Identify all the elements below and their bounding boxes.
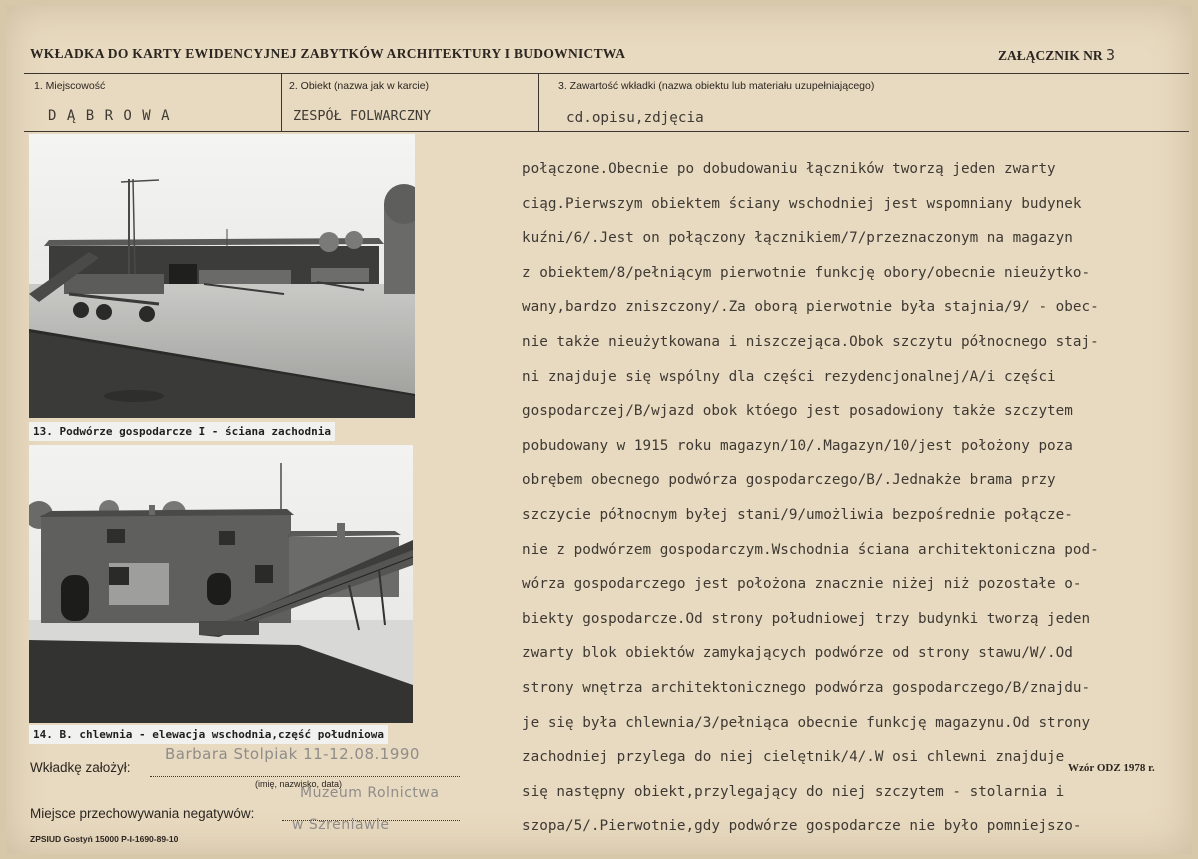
- header-bottom-rule: [24, 131, 1189, 132]
- object-label: 2. Obiekt (nazwa jak w karcie): [289, 80, 430, 92]
- header-divider-2: [538, 73, 539, 131]
- photo-piggery-east-elevation: [29, 445, 413, 723]
- annex-label: [998, 46, 1115, 64]
- form-title: WKŁADKA DO KARTY EWIDENCYJNEJ ZABYTKÓW ARCHITEKTURY I BUDOWNICTWA: [30, 46, 626, 61]
- photo-courtyard-image: [29, 134, 415, 418]
- description-line: się następny obiekt,przylegający do niej szczytem - stolarnia i: [522, 783, 1065, 800]
- description-line: szczycie północnym byłej stani/9/umożliwia bezpośrednie połącze-: [522, 506, 1073, 523]
- description-line: wórza gospodarczego jest położona znacznie niżej niż pozostałe o-: [522, 576, 1082, 593]
- description-line: je się była chlewnia/3/pełniąca obecnie funkcję magazynu.Od strony: [522, 714, 1091, 731]
- content-label: 3. Zawartość wkładki (nazwa obiektu lub materiału uzupełniającego): [558, 80, 875, 92]
- description-text: [522, 152, 1196, 844]
- storage-label: Miejsce przechowywania negatywów:: [30, 806, 255, 821]
- description-line: zwarty blok obiektów zamykających podwórze od strony stawu/W/.Od: [522, 645, 1073, 662]
- content-value: cd.opisu,zdjęcia: [566, 110, 704, 126]
- description-line: nie także nieużytkowana i niszczejąca.Obok szczytu północnego staj-: [522, 333, 1099, 350]
- description-line: nie z podwórzem gospodarczym.Wschodnia ściana architektoniczna pod-: [522, 541, 1099, 558]
- description-line: obrębem obecnego podwórza gospodarczego/B/.Jednakże brama przy: [522, 472, 1056, 489]
- description-line: z obiektem/8/pełniącym pierwotnie funkcję obory/obecnie nieużytko-: [522, 264, 1091, 281]
- description-line: kuźni/6/.Jest on połączony łącznikiem/7/przeznaczonym na magazyn: [522, 230, 1073, 247]
- locality-label: 1. Miejscowość: [34, 80, 106, 92]
- description-line: połączone.Obecnie po dobudowaniu łączników tworzą jeden zwarty: [522, 161, 1056, 177]
- founder-value: Barbara Stolpiak 11-12.08.1990: [165, 745, 420, 763]
- photo-caption-14: 14. B. chlewnia - elewacja wschodnia,część południowa: [29, 725, 388, 744]
- object-value: ZESPÓŁ FOLWARCZNY: [293, 108, 432, 124]
- annex-label-text: ZAŁĄCZNIK NR: [998, 48, 1103, 63]
- founder-label: Wkładkę założył:: [30, 760, 131, 775]
- description-line: strony wnętrza architektonicznego podwórza gospodarczego/B/znajdu-: [522, 679, 1091, 696]
- header-top-rule: [24, 73, 1189, 74]
- photo-caption-13: 13. Podwórze gospodarcze I - ściana zachodnia: [29, 422, 335, 441]
- description-line: ni znajduje się wspólny dla części rezydencjonalnej/A/i części: [522, 368, 1056, 385]
- locality-value: D Ą B R O W A: [48, 108, 171, 124]
- description-line: gospodarczej/B/wjazd obok któego jest posadowiony także szczytem: [522, 403, 1073, 420]
- header-divider-1: [281, 73, 282, 131]
- founder-dotted-line: [150, 776, 460, 777]
- annex-number: 3: [1106, 46, 1116, 64]
- description-line: ciąg.Pierwszym obiektem ściany wschodniej jest wspomniany budynek: [522, 195, 1082, 212]
- print-info: ZPSIUD Gostyń 15000 P-I-1690-89-10: [30, 834, 179, 844]
- description-line: zachodniej przylega do niej cielętnik/4/.W osi chlewni znajduje: [522, 749, 1065, 766]
- storage-value-line1: Muzeum Rolnictwa: [300, 785, 440, 801]
- photo-piggery-image: [29, 445, 413, 723]
- description-line: pobudowany w 1915 roku magazyn/10/.Magazyn/10/jest położony poza: [522, 437, 1073, 454]
- founder-hint: (imię, nazwisko, data): [255, 779, 343, 789]
- form-model: Wzór ODZ 1978 r.: [1068, 762, 1155, 774]
- description-line: szopa/5/.Pierwotnie,gdy podwórze gospodarcze nie było pomniejszo-: [522, 818, 1082, 835]
- description-line: biekty gospodarcze.Od strony południowej trzy budynki tworzą jeden: [522, 610, 1091, 627]
- description-line: wany,bardzo zniszczony/.Za oborą pierwotnie była stajnia/9/ - obec-: [522, 299, 1099, 316]
- photo-courtyard-west-wall: [29, 134, 415, 418]
- storage-value-line2: w Szreniawie: [292, 817, 390, 833]
